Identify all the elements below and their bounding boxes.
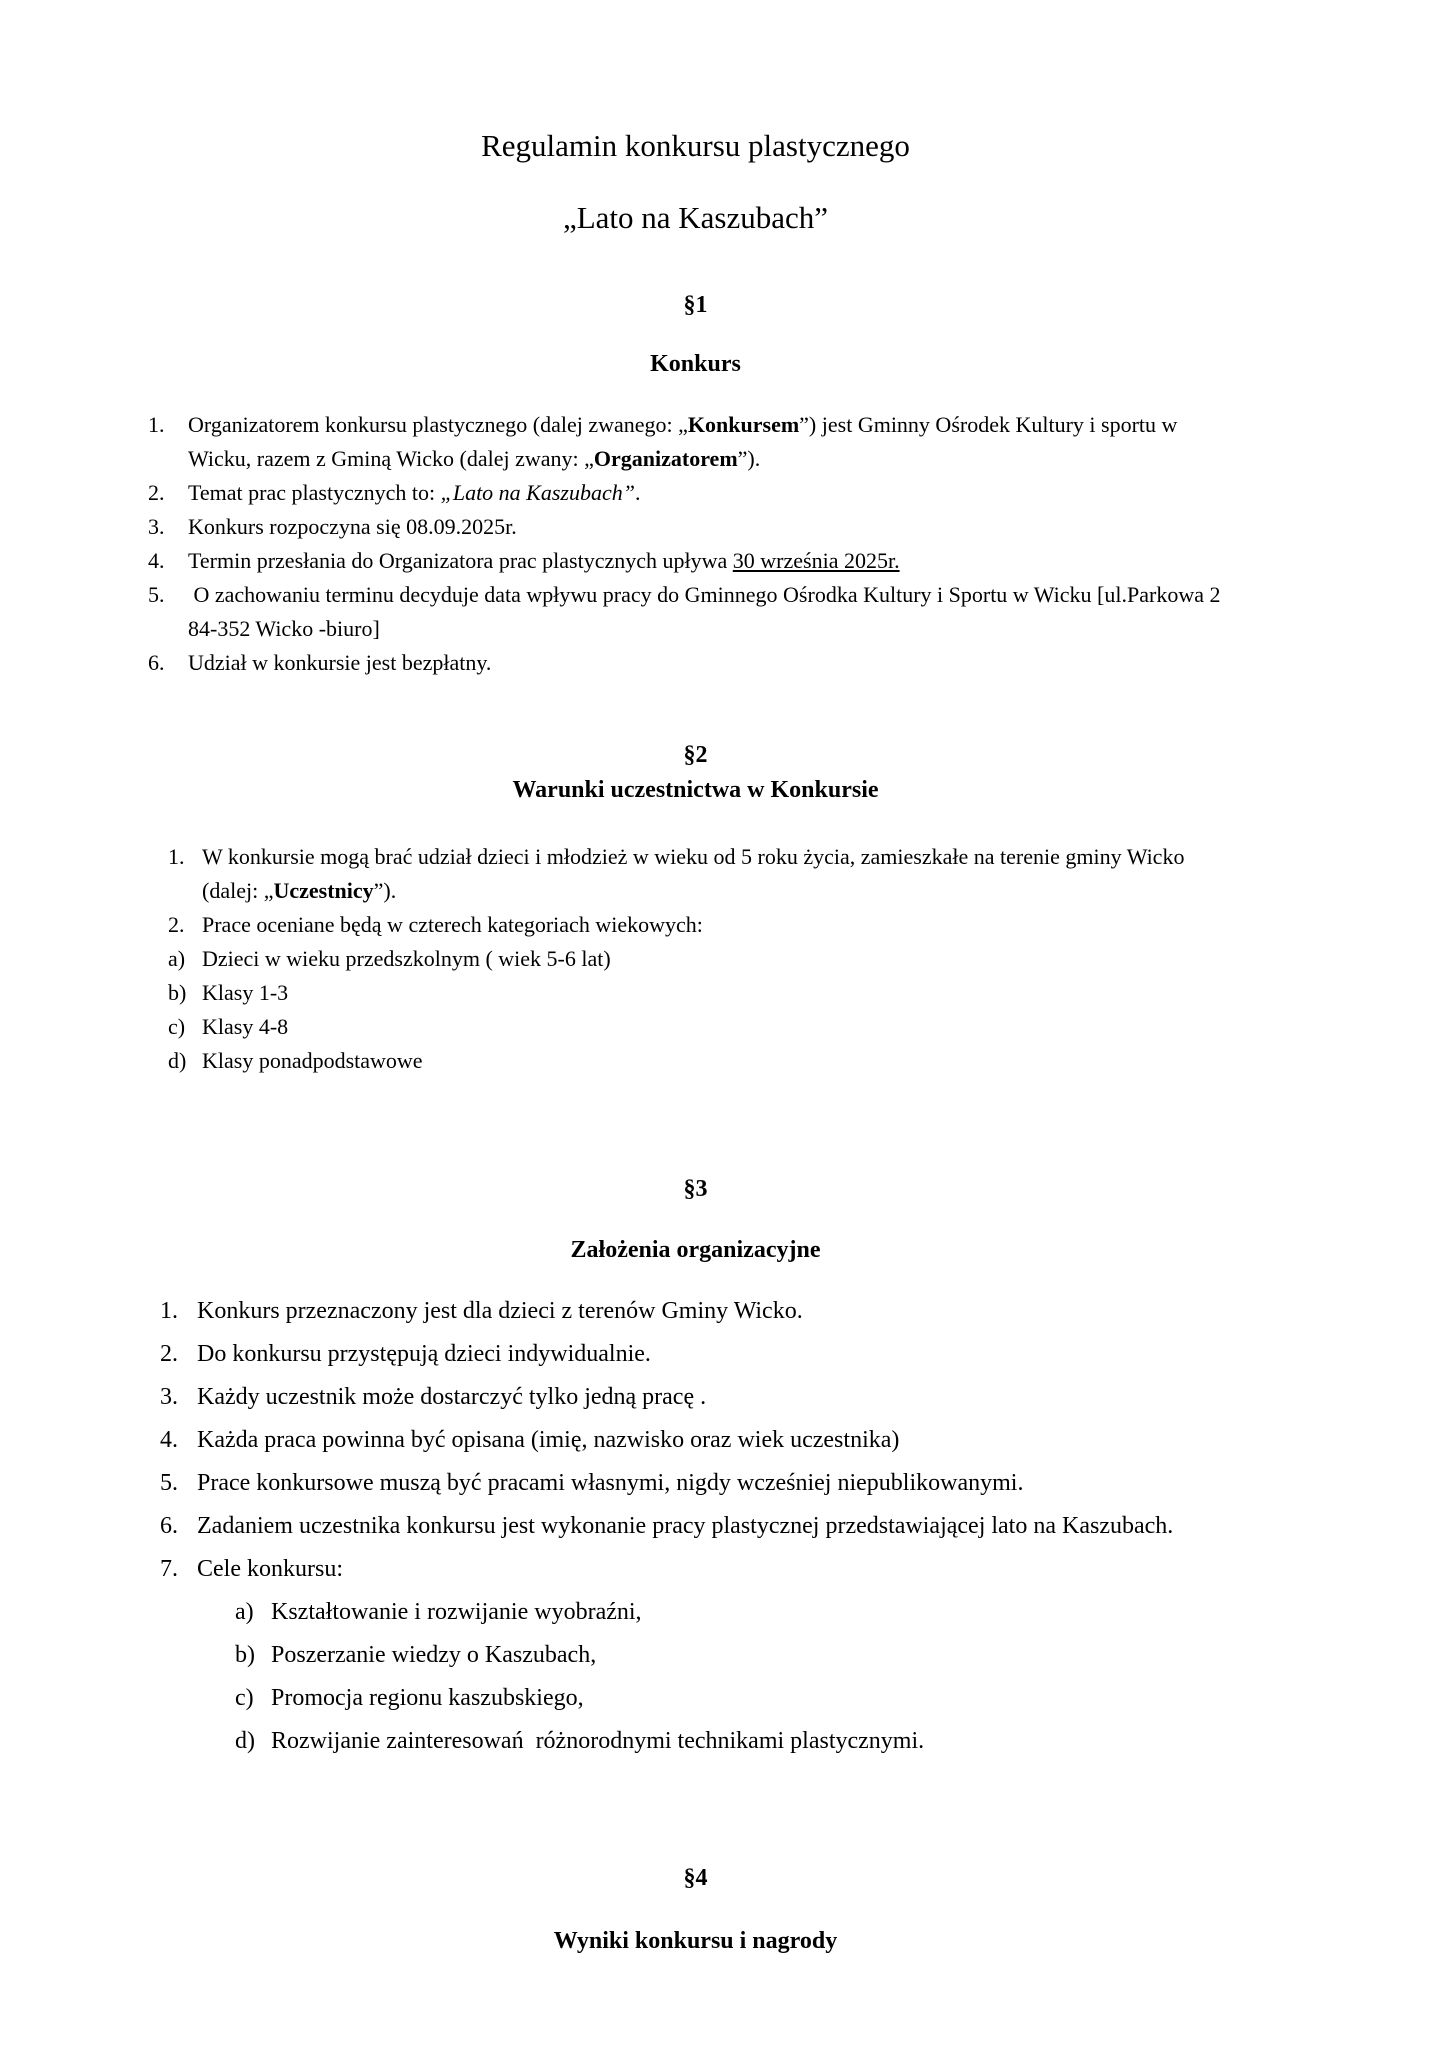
list-item — [160, 1376, 1243, 1419]
section-4-mark: §4 — [683, 1865, 708, 1891]
list-text: Klasy 4-8 — [202, 1014, 289, 1039]
list-text: Do konkursu przystępują dzieci indywidualnie. — [197, 1341, 651, 1367]
section-3-mark: §3 — [683, 1176, 708, 1202]
list-text: O zachowaniu terminu decyduje data wpływu pracy do Gminnego Ośrodka Kultury i Sportu w Wicku [ul.Parkowa 2 84-352 Wicko -biuro] — [188, 582, 1226, 641]
list-marker: 3. — [148, 514, 165, 539]
list-text: Konkurs rozpoczyna się 08.09.2025r. — [188, 514, 517, 539]
section-4-heading: Wyniki konkursu i nagrody — [553, 1928, 838, 1954]
list-text: Dzieci w wieku przedszkolnym ( wiek 5-6 lat) — [202, 946, 611, 971]
section-3-list — [160, 1290, 1243, 1763]
section-1-list — [148, 408, 1243, 680]
list-marker: c) — [235, 1685, 254, 1711]
list-text: Klasy ponadpodstawowe — [202, 1048, 423, 1073]
list-item — [168, 942, 1243, 976]
list-marker: 2. — [160, 1341, 178, 1367]
list-text: Rozwijanie zainteresowań różnorodnymi technikami plastycznymi. — [271, 1728, 925, 1754]
list-item — [148, 476, 1243, 510]
list-text: Zadaniem uczestnika konkursu jest wykonanie pracy plastycznej przedstawiającej lato na Kaszubach. — [197, 1513, 1174, 1539]
list-text: Udział w konkursie jest bezpłatny. — [188, 650, 492, 675]
list-item — [148, 646, 1243, 680]
section-1-heading: Konkurs — [650, 351, 741, 377]
list-marker: 6. — [160, 1513, 178, 1539]
section-2-heading: Warunki uczestnictwa w Konkursie — [512, 777, 879, 803]
section-1-mark: §1 — [683, 292, 708, 318]
section-2-list — [168, 840, 1243, 1078]
list-marker: 5. — [148, 582, 165, 607]
list-item — [160, 1505, 1243, 1548]
list-item — [160, 1419, 1243, 1462]
list-item — [160, 1548, 1243, 1591]
list-marker: 6. — [148, 650, 165, 675]
list-marker: 2. — [148, 480, 165, 505]
list-marker: 4. — [148, 548, 165, 573]
section-3-heading: Założenia organizacyjne — [570, 1237, 821, 1263]
list-marker: 1. — [160, 1298, 178, 1324]
section-3-sub-list — [235, 1591, 1243, 1763]
list-item — [235, 1677, 1243, 1720]
list-item — [235, 1591, 1243, 1634]
list-text: Termin przesłania do Organizatora prac plastycznych upływa 30 września 2025r. — [188, 548, 900, 573]
list-marker: 4. — [160, 1427, 178, 1453]
list-item — [235, 1634, 1243, 1677]
list-text: W konkursie mogą brać udział dzieci i młodzież w wieku od 5 roku życia, zamieszkałe na terenie gminy Wicko (dalej: „Uczestnicy”). — [202, 844, 1190, 903]
list-item — [168, 1010, 1243, 1044]
list-text: Każdy uczestnik może dostarczyć tylko jedną pracę . — [197, 1384, 707, 1410]
list-text: Promocja regionu kaszubskiego, — [271, 1685, 584, 1711]
list-text: Klasy 1-3 — [202, 980, 289, 1005]
list-text: Każda praca powinna być opisana (imię, nazwisko oraz wiek uczestnika) — [197, 1427, 900, 1453]
document-subtitle: „Lato na Kaszubach” — [562, 200, 829, 235]
list-item — [160, 1462, 1243, 1505]
list-marker: 1. — [148, 412, 165, 437]
list-text: Kształtowanie i rozwijanie wyobraźni, — [271, 1599, 642, 1625]
list-marker: d) — [235, 1728, 255, 1754]
list-text: Konkurs przeznaczony jest dla dzieci z terenów Gminy Wicko. — [197, 1298, 803, 1324]
list-marker: 2. — [168, 912, 185, 937]
list-text: Temat prac plastycznych to: „Lato na Kaszubach”. — [188, 480, 641, 505]
list-item — [160, 1290, 1243, 1333]
list-marker: d) — [168, 1048, 187, 1073]
list-marker: b) — [168, 980, 187, 1005]
list-text: Organizatorem konkursu plastycznego (dalej zwanego: „Konkursem”) jest Gminny Ośrodek Kultury i sportu w Wicku, razem z Gminą Wicko (dalej zwany: „Organizatorem”). — [188, 412, 1183, 471]
list-marker: 3. — [160, 1384, 178, 1410]
section-2-mark: §2 — [683, 742, 708, 768]
list-marker: 7. — [160, 1556, 178, 1582]
list-item — [168, 976, 1243, 1010]
list-marker: 1. — [168, 844, 185, 869]
list-item — [168, 1044, 1243, 1078]
list-marker: c) — [168, 1014, 186, 1039]
list-text: Prace oceniane będą w czterech kategoriach wiekowych: — [202, 912, 703, 937]
document-title: Regulamin konkursu plastycznego — [481, 128, 910, 163]
list-text: Prace konkursowe muszą być pracami własnymi, nigdy wcześniej niepublikowanymi. — [197, 1470, 1024, 1496]
list-item — [160, 1333, 1243, 1376]
list-item — [168, 840, 1243, 908]
list-item — [168, 908, 1243, 942]
list-item — [148, 544, 1243, 578]
list-text: Cele konkursu: — [197, 1556, 343, 1582]
list-item — [148, 408, 1243, 476]
list-item — [235, 1720, 1243, 1763]
list-item — [148, 578, 1243, 646]
list-item — [148, 510, 1243, 544]
list-text: Poszerzanie wiedzy o Kaszubach, — [271, 1642, 597, 1668]
list-marker: 5. — [160, 1470, 178, 1496]
list-marker: a) — [168, 946, 186, 971]
list-marker: b) — [235, 1642, 255, 1668]
list-marker: a) — [235, 1599, 254, 1625]
